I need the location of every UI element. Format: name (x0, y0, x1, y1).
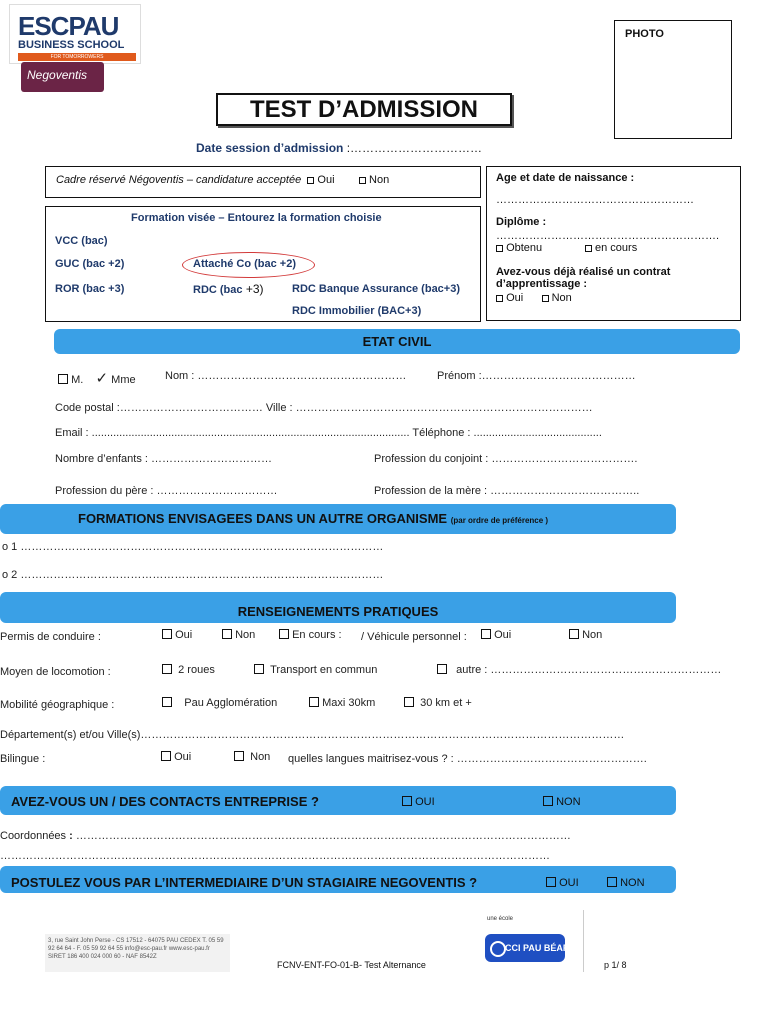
formation-vcc[interactable]: VCC (bac) (55, 235, 108, 247)
photo-label: PHOTO (625, 28, 664, 40)
coordonnees-dots-1: ……………………………………………………………………………………………………………………… (72, 830, 571, 842)
deux-roues-checkbox[interactable] (162, 664, 172, 674)
apprentissage-row (496, 292, 572, 304)
cci-name: CCI PAU BÉARN (485, 934, 565, 962)
age-field[interactable]: ……………………………………………… (496, 194, 694, 206)
pau-label: Pau Agglomération (184, 697, 278, 709)
nom-field[interactable]: Nom : ………………………………………………… (165, 370, 407, 382)
bilingue-non-label: Non (250, 751, 271, 763)
vehicule-non[interactable] (569, 629, 602, 641)
check-icon[interactable]: ✓ (95, 370, 109, 387)
esc-pau-logo (9, 4, 141, 64)
formation-rdc-suffix: +3) (242, 282, 264, 296)
pere-field[interactable]: Profession du père : …………………………… (55, 485, 278, 497)
logo-school-tag: FOR TOMORROWERS (18, 53, 136, 61)
formation-ror[interactable]: ROR (bac +3) (55, 283, 125, 295)
bilingue-oui-checkbox[interactable] (161, 751, 171, 761)
bilingue-label: Bilingue : (0, 753, 46, 765)
formation-header: Formation visée – Entourez la formation choisie (131, 212, 382, 224)
transport-checkbox[interactable] (254, 664, 264, 674)
reserved-box (45, 166, 481, 198)
apprentissage-label-1: Avez-vous déjà réalisé un contrat (496, 266, 671, 278)
permis-non-checkbox[interactable] (222, 629, 232, 639)
deux-roues-label: 2 roues (178, 664, 215, 676)
diplome-field[interactable]: ……………………………………………………. (496, 230, 720, 242)
mere-field[interactable]: Profession de la mère : ………………………………….. (374, 485, 640, 497)
mobilite-30km-plus[interactable] (404, 697, 472, 709)
permis-non-label: Non (235, 629, 256, 641)
footer-reference: FCNV-ENT-FO-01-B- Test Alternance (277, 960, 426, 970)
stagiaire-title: POSTULEZ VOUS PAR L’INTERMEDIAIRE D’UN STAGIAIRE NEGOVENTIS ? (11, 875, 478, 890)
vehicule-oui-label: Oui (494, 629, 512, 641)
mobilite-pau[interactable] (162, 697, 277, 709)
stagiaire-oui-checkbox[interactable] (546, 877, 556, 887)
bilingue-non[interactable] (234, 751, 270, 763)
vehicule-non-checkbox[interactable] (569, 629, 579, 639)
formation-rdc[interactable] (193, 282, 264, 296)
apprentissage-non-checkbox[interactable] (542, 295, 549, 302)
coordonnees-label: Coordonnées (0, 830, 67, 842)
en-cours-checkbox[interactable] (585, 245, 592, 252)
contacts-oui[interactable] (402, 786, 435, 818)
coordonnees-colon: : (66, 830, 73, 842)
etat-civil-banner (54, 329, 740, 354)
permis-oui[interactable] (162, 629, 192, 641)
stagiaire-non-label: NON (620, 877, 645, 889)
negoventis-logo (21, 62, 104, 92)
formation-box (45, 206, 481, 322)
stagiaire-banner (0, 866, 676, 893)
mme-label: Mme (111, 374, 136, 386)
apprentissage-oui-label: Oui (506, 292, 524, 304)
apprentissage-non-label: Non (551, 292, 572, 304)
pratiques-title: RENSEIGNEMENTS PRATIQUES (237, 604, 439, 619)
session-date[interactable] (196, 141, 482, 155)
reserved-oui-label: Oui (317, 174, 335, 186)
formations-autres-banner (0, 504, 676, 534)
diplome-status-row (496, 242, 637, 254)
formation-rdc-banque[interactable]: RDC Banque Assurance (bac+3) (292, 283, 461, 295)
permis-en-cours[interactable] (279, 629, 342, 641)
vehicule-non-label: Non (582, 629, 603, 641)
autre-checkbox[interactable] (437, 664, 447, 674)
departement-field[interactable]: Département(s) et/ou Ville(s)…………………………………………………………………………………………………………………… (0, 729, 625, 741)
locomotion-label: Moyen de locomotion : (0, 666, 111, 678)
logo-school-name: ESCPAU (18, 11, 119, 41)
formation-choice-1[interactable]: o 1 ……………………………………………………………………………………… (2, 541, 384, 553)
stagiaire-oui-label: OUI (559, 877, 579, 889)
formation-guc[interactable]: GUC (bac +2) (55, 258, 125, 270)
reserved-non-checkbox[interactable] (359, 177, 366, 184)
photo-box[interactable] (614, 20, 732, 139)
stagiaire-non[interactable] (607, 866, 645, 900)
contacts-title: AVEZ-VOUS UN / DES CONTACTS ENTREPRISE ? (11, 794, 319, 809)
formations-autres-note: (par ordre de préférence ) (450, 516, 549, 525)
coordonnees-line-2[interactable]: …………………………………………………………………………………………………………………………………… (0, 850, 550, 862)
mobilite-label: Mobilité géographique : (0, 699, 115, 711)
obtenu-checkbox[interactable] (496, 245, 503, 252)
pratiques-banner (0, 592, 676, 623)
contacts-oui-label: OUI (415, 796, 435, 808)
candidate-info-box (486, 166, 741, 321)
bilingue-non-checkbox[interactable] (234, 751, 244, 761)
contacts-banner (0, 786, 676, 815)
obtenu-label: Obtenu (506, 242, 543, 254)
cci-top-text: une école (487, 916, 514, 922)
vehicule-oui-checkbox[interactable] (481, 629, 491, 639)
maxi-30km-checkbox[interactable] (309, 697, 319, 707)
page-title: TEST D’ADMISSION (216, 93, 512, 126)
vehicule-label: / Véhicule personnel : (361, 631, 467, 643)
cci-logo (479, 910, 584, 972)
locomotion-autre[interactable] (437, 664, 721, 676)
reserved-oui-checkbox[interactable] (307, 177, 314, 184)
permis-label: Permis de conduire : (0, 631, 101, 643)
autre-field[interactable]: autre : ……………………………………………………… (456, 664, 722, 676)
bilingue-oui[interactable] (161, 751, 191, 763)
locomotion-transport[interactable] (254, 664, 377, 676)
trente-km-plus-checkbox[interactable] (404, 697, 414, 707)
reserved-text: Cadre réservé Négoventis – candidature acceptée (56, 174, 302, 186)
apprentissage-oui-checkbox[interactable] (496, 295, 503, 302)
locomotion-2roues[interactable] (162, 664, 215, 676)
session-label: Date session d’admission (196, 141, 344, 155)
prenom-field[interactable]: Prénom :…………………………………… (437, 370, 636, 382)
permis-oui-label: Oui (175, 629, 193, 641)
reserved-row (56, 174, 389, 186)
maxi-30km-label: Maxi 30km (322, 697, 376, 709)
diplome-label: Diplôme : (496, 216, 547, 228)
permis-non[interactable] (222, 629, 255, 641)
age-label: Age et date de naissance : (496, 172, 635, 184)
conjoint-field[interactable]: Profession du conjoint : …………………………………. (374, 453, 638, 465)
permis-oui-checkbox[interactable] (162, 629, 172, 639)
apprentissage-label-2: d’apprentissage : (496, 278, 588, 290)
reserved-non-label: Non (369, 174, 390, 186)
permis-en-cours-checkbox[interactable] (279, 629, 289, 639)
enfants-field[interactable]: Nombre d’enfants : …………………………… (55, 453, 272, 465)
formation-choice-2[interactable]: o 2 ……………………………………………………………………………………… (2, 569, 384, 581)
contacts-non-label: NON (556, 796, 581, 808)
page-number: p 1/ 8 (604, 960, 627, 970)
formation-attache-co[interactable]: Attaché Co (bac +2) (193, 258, 296, 270)
logo-school-sub: BUSINESS SCHOOL (18, 39, 125, 51)
formation-rdc-label: RDC (bac (193, 284, 243, 296)
stagiaire-oui[interactable] (546, 866, 579, 900)
stagiaire-non-checkbox[interactable] (607, 877, 617, 887)
code-postal-ville-field[interactable]: Code postal :………………………………… Ville : ……………………………………………………………………… (55, 402, 593, 414)
m-checkbox[interactable] (58, 374, 68, 384)
civilite-row (58, 369, 136, 387)
coordonnees-field[interactable] (0, 830, 571, 842)
formations-autres-title: FORMATIONS ENVISAGEES DANS UN AUTRE ORGANISME (78, 511, 448, 526)
contacts-non-checkbox[interactable] (543, 796, 553, 806)
en-cours-label: en cours (595, 242, 638, 254)
m-label: M. (71, 374, 84, 386)
etat-civil-title: ETAT CIVIL (362, 334, 432, 349)
trente-km-plus-label: 30 km et + (420, 697, 472, 709)
mobilite-maxi[interactable] (309, 697, 375, 709)
footer-address: 3, rue Saint John Perse - CS 17512 - 64075 PAU CEDEX T. 05 59 92 64 64 - F. 05 59 92 64 55 info@esc-pau.fr www.esc-pau.fr SIRET 186 400 024 000 60 - NAF 8542Z (45, 934, 230, 972)
logo-partner-name: Negoventis (27, 68, 88, 82)
vehicule-oui[interactable] (481, 629, 511, 641)
transport-label: Transport en commun (270, 664, 378, 676)
pau-checkbox[interactable] (162, 697, 172, 707)
langues-field[interactable]: quelles langues maitrisez-vous ? : ……………………………………………. (288, 753, 647, 765)
contacts-non[interactable] (543, 786, 581, 818)
email-telephone-field[interactable]: Email : ........................................................................................................ Téléphone : .......................................... (55, 427, 602, 439)
session-dots: :…………………………… (343, 141, 483, 155)
contacts-oui-checkbox[interactable] (402, 796, 412, 806)
bilingue-oui-label: Oui (174, 751, 192, 763)
formation-rdc-immobilier[interactable]: RDC Immobilier (BAC+3) (292, 305, 422, 317)
permis-en-cours-label: En cours : (292, 629, 342, 641)
